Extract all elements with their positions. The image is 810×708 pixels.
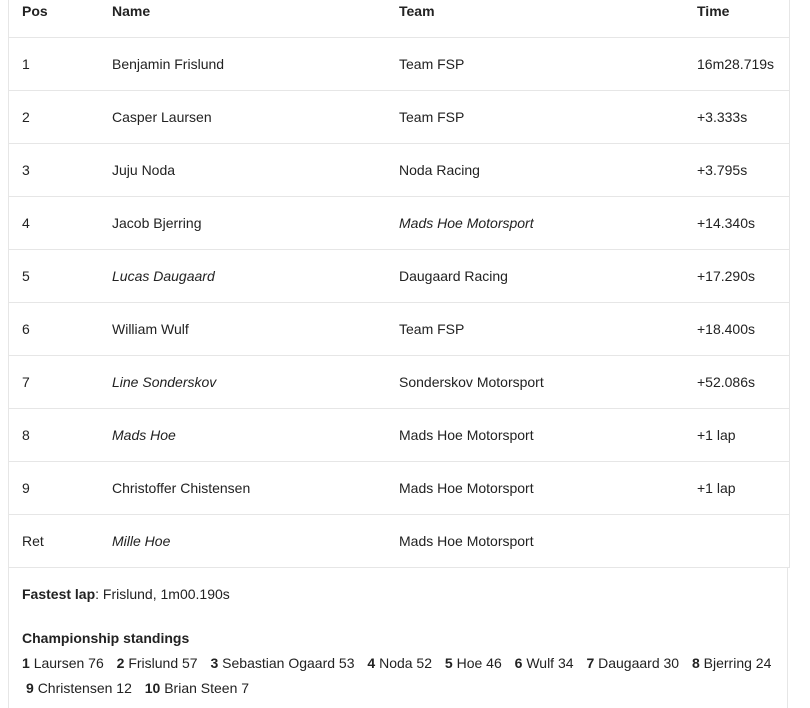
- standing-entry: Frislund 57: [128, 655, 198, 671]
- row-name: Line Sonderskov: [112, 374, 217, 390]
- row-team: Noda Racing: [399, 162, 480, 178]
- standing-entry: Hoe 46: [456, 655, 502, 671]
- header-name: Name: [112, 3, 151, 19]
- row-pos: Ret: [22, 533, 44, 549]
- row-name: Jacob Bjerring: [112, 215, 202, 231]
- standing-entry: Laursen 76: [33, 655, 104, 671]
- standing-rank: 4: [367, 655, 376, 671]
- standing-rank: 3: [210, 655, 219, 671]
- championship-standings-line-2: [26, 680, 258, 696]
- table-row: [9, 303, 789, 356]
- header-pos: Pos: [22, 3, 48, 19]
- standing-item: [210, 655, 354, 671]
- table-row: [9, 462, 789, 515]
- row-team: Team FSP: [399, 56, 465, 72]
- standing-entry: Wulf 34: [526, 655, 574, 671]
- row-pos: 4: [22, 215, 30, 231]
- row-time: +1 lap: [697, 480, 736, 496]
- header-team: Team: [399, 3, 435, 19]
- race-results-table: [8, 0, 790, 568]
- standing-item: [145, 680, 249, 696]
- row-team: Team FSP: [399, 109, 465, 125]
- standing-rank: 8: [691, 655, 700, 671]
- row-time: +52.086s: [697, 374, 755, 390]
- row-pos: 7: [22, 374, 30, 390]
- row-pos: 1: [22, 56, 30, 72]
- row-team: Mads Hoe Motorsport: [399, 533, 534, 549]
- standing-item: [586, 655, 679, 671]
- standing-rank: 9: [26, 680, 34, 696]
- standing-item: [515, 655, 574, 671]
- table-row: [9, 356, 789, 409]
- row-team: Sonderskov Motorsport: [399, 374, 544, 390]
- standing-item: [445, 655, 502, 671]
- standing-item: [22, 655, 104, 671]
- row-pos: 9: [22, 480, 30, 496]
- table-row: [9, 91, 789, 144]
- row-name: Lucas Daugaard: [112, 268, 215, 284]
- standing-entry: Noda 52: [379, 655, 433, 671]
- standing-entry: Sebastian Ogaard 53: [222, 655, 355, 671]
- standing-rank: 7: [586, 655, 595, 671]
- row-time: +1 lap: [697, 427, 736, 443]
- standing-item: [26, 680, 132, 696]
- row-team: Mads Hoe Motorsport: [399, 215, 534, 231]
- row-team: Team FSP: [399, 321, 465, 337]
- table-row: [9, 197, 789, 250]
- standing-entry: Brian Steen 7: [164, 680, 250, 696]
- row-time: +18.400s: [697, 321, 755, 337]
- standing-item: [117, 655, 198, 671]
- row-name: Mads Hoe: [112, 427, 176, 443]
- table-row: [9, 250, 789, 303]
- row-time: +14.340s: [697, 215, 755, 231]
- row-name: Christoffer Chistensen: [112, 480, 251, 496]
- results-footer: [8, 568, 788, 708]
- row-pos: 8: [22, 427, 30, 443]
- table-header-row: [9, 0, 789, 38]
- standing-item: [367, 655, 432, 671]
- row-pos: 5: [22, 268, 30, 284]
- fastest-lap-label: Fastest lap: [22, 586, 96, 602]
- standing-rank: 5: [444, 655, 453, 671]
- standing-rank: 6: [514, 655, 523, 671]
- header-time: Time: [697, 3, 730, 19]
- row-name: Benjamin Frislund: [112, 56, 225, 72]
- row-name: Mille Hoe: [112, 533, 171, 549]
- standing-rank: 10: [144, 680, 161, 696]
- table-row: [9, 409, 789, 462]
- row-name: Juju Noda: [112, 162, 176, 178]
- table-row: [9, 38, 789, 91]
- standing-rank: 2: [116, 655, 125, 671]
- table-row: [9, 144, 789, 197]
- row-time: +3.795s: [697, 162, 748, 178]
- standing-entry: Daugaard 30: [598, 655, 680, 671]
- standing-entry: Bjerring 24: [703, 655, 772, 671]
- row-name: Casper Laursen: [112, 109, 212, 125]
- row-pos: 3: [22, 162, 30, 178]
- table-row: [9, 515, 789, 568]
- standing-entry: Christensen 12: [37, 680, 132, 696]
- fastest-lap-value: : Frislund, 1m00.190s: [95, 586, 230, 602]
- standing-item: [692, 655, 771, 671]
- row-team: Daugaard Racing: [399, 268, 508, 284]
- row-pos: 6: [22, 321, 30, 337]
- row-time: 16m28.719s: [697, 56, 775, 72]
- row-time: +17.290s: [697, 268, 755, 284]
- row-pos: 2: [22, 109, 30, 125]
- row-name: William Wulf: [112, 321, 189, 337]
- row-team: Mads Hoe Motorsport: [399, 480, 534, 496]
- championship-title: Championship standings: [22, 630, 190, 646]
- fastest-lap: [22, 586, 230, 602]
- row-team: Mads Hoe Motorsport: [399, 427, 534, 443]
- championship-standings-line-1: [22, 655, 780, 671]
- standing-rank: 1: [22, 655, 30, 671]
- row-time: +3.333s: [697, 109, 748, 125]
